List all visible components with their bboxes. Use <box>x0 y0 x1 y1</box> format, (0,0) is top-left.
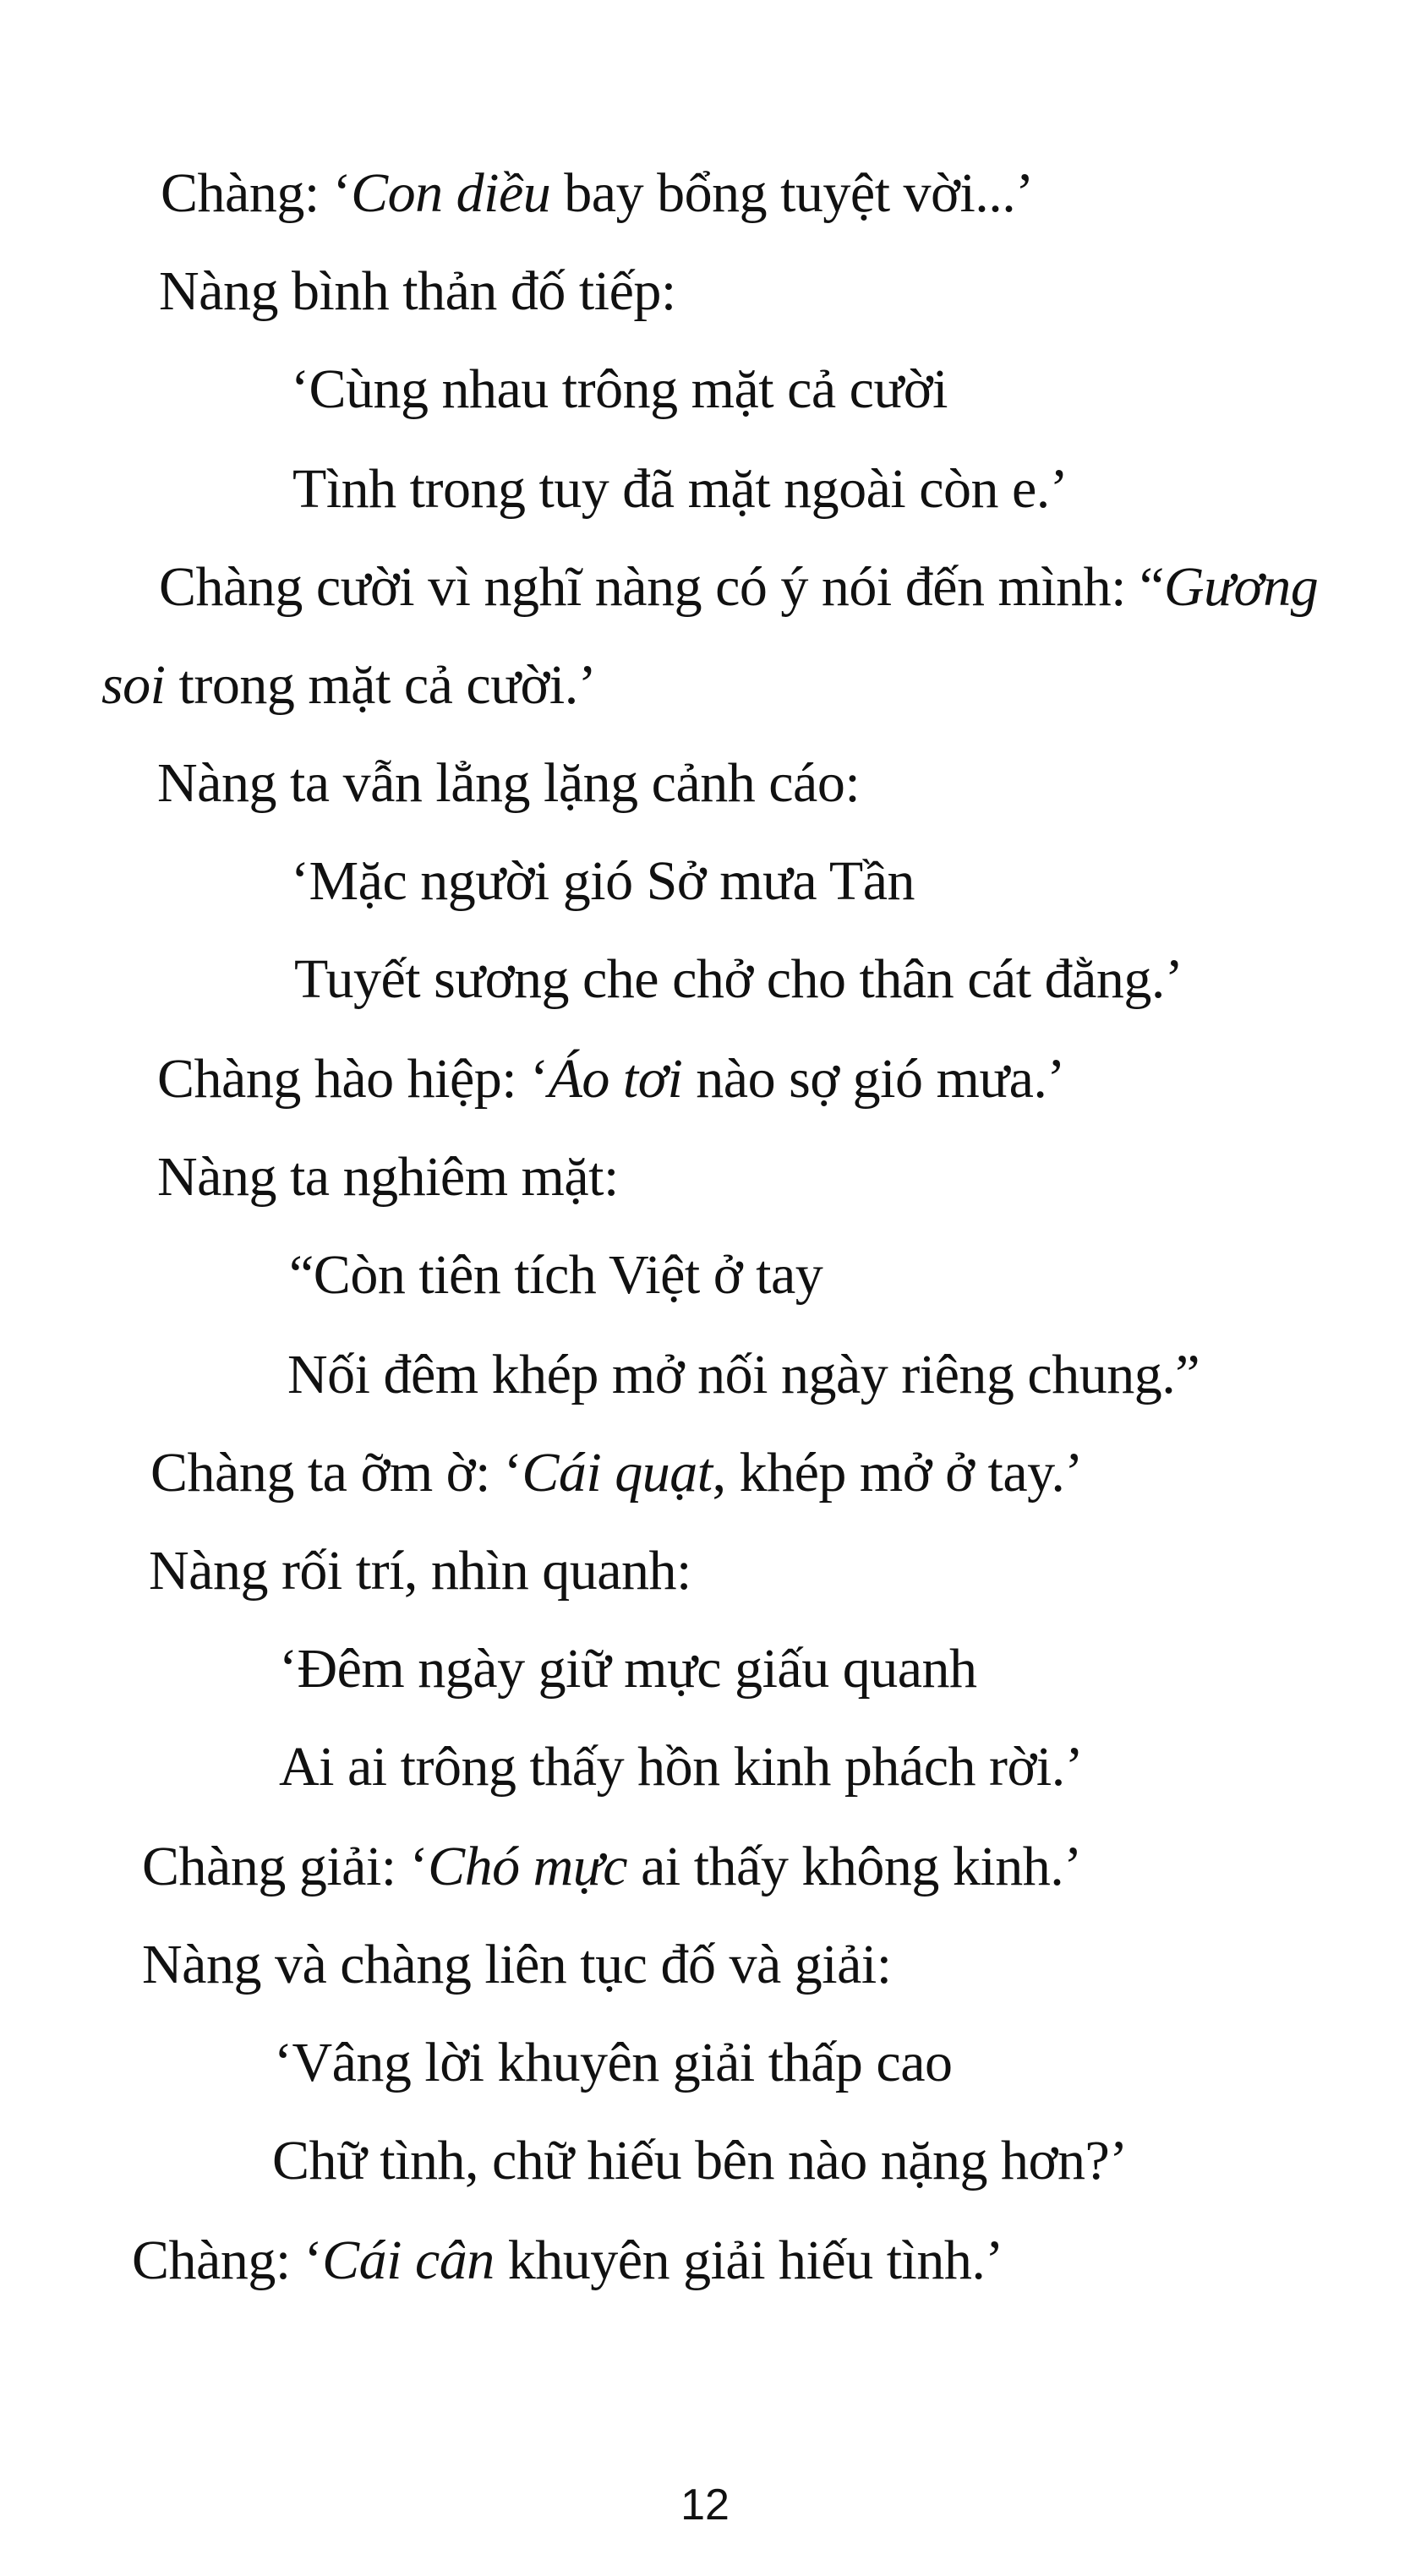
text-segment: ai thấy không kinh.’ <box>627 1836 1082 1897</box>
text-segment: Chàng: ‘ <box>161 162 352 224</box>
text-line <box>291 850 915 912</box>
text-line <box>150 1442 1083 1504</box>
text-line <box>272 2130 1128 2191</box>
text-segment: Nàng rối trí, nhìn quanh: <box>149 1540 691 1602</box>
text-segment: Tuyết sương che chở cho thân cát đằng.’ <box>294 948 1183 1010</box>
italic-text: Gương <box>1163 556 1319 618</box>
text-line <box>157 1048 1065 1110</box>
text-segment: “Còn tiên tích Việt ở tay <box>289 1244 823 1306</box>
text-line <box>149 1540 691 1602</box>
text-segment: ‘Mặc người gió Sở mưa Tần <box>291 850 915 912</box>
text-line <box>132 2229 1003 2291</box>
text-segment: , khép mở ở tay.’ <box>712 1442 1083 1504</box>
text-line <box>159 260 676 322</box>
text-line <box>159 556 1319 618</box>
text-segment: bay bổng tuyệt vời...’ <box>550 162 1034 224</box>
italic-text: Cái quạt <box>522 1442 713 1504</box>
text-line <box>142 1934 892 1995</box>
text-segment: khuyên giải hiếu tình.’ <box>494 2229 1003 2291</box>
text-segment: nào sợ gió mưa.’ <box>682 1048 1065 1110</box>
text-segment: Tình trong tuy đã mặt ngoài còn e.’ <box>292 458 1068 520</box>
text-segment: Nối đêm khép mở nối ngày riêng chung.” <box>287 1344 1200 1405</box>
italic-text: Chó mực <box>428 1836 628 1897</box>
text-line <box>101 654 597 716</box>
page-number: 12 <box>680 2480 730 2530</box>
text-line <box>157 1146 619 1208</box>
text-segment: Nàng ta vẫn lẳng lặng cảnh cáo: <box>157 752 861 814</box>
text-segment: Chàng hào hiệp: ‘ <box>157 1048 549 1110</box>
text-segment: Chàng cười vì nghĩ nàng có ý nói đến mình: “ <box>159 556 1164 618</box>
text-line <box>292 458 1068 520</box>
text-segment: Chàng: ‘ <box>132 2229 323 2291</box>
text-line <box>294 948 1183 1010</box>
text-line <box>287 1344 1200 1405</box>
text-segment: Chàng giải: ‘ <box>142 1836 429 1897</box>
text-line <box>291 358 948 420</box>
text-segment: Nàng ta nghiêm mặt: <box>157 1146 619 1208</box>
text-segment: Nàng bình thản đố tiếp: <box>159 260 676 322</box>
text-segment: ‘Đêm ngày giữ mực giấu quanh <box>279 1638 977 1700</box>
text-segment: ‘Cùng nhau trông mặt cả cười <box>291 358 948 420</box>
text-segment: Ai ai trông thấy hồn kinh phách rời.’ <box>279 1736 1084 1798</box>
text-line <box>157 752 861 814</box>
text-line <box>279 1736 1084 1798</box>
italic-text: Con diều <box>351 162 551 224</box>
text-segment: Chữ tình, chữ hiếu bên nào nặng hơn?’ <box>272 2130 1128 2191</box>
text-line <box>279 1638 977 1700</box>
text-segment: trong mặt cả cười.’ <box>165 654 597 716</box>
text-segment: Chàng ta ỡm ờ: ‘ <box>150 1442 522 1504</box>
text-segment: Nàng và chàng liên tục đố và giải: <box>142 1934 892 1995</box>
text-line <box>142 1836 1082 1897</box>
text-line <box>274 2032 953 2093</box>
italic-text: Cái cân <box>322 2229 495 2291</box>
text-segment: ‘Vâng lời khuyên giải thấp cao <box>274 2032 953 2093</box>
text-line <box>289 1244 823 1306</box>
italic-text: Áo tơi <box>548 1048 683 1110</box>
text-line <box>161 162 1034 224</box>
italic-text: soi <box>101 654 166 716</box>
